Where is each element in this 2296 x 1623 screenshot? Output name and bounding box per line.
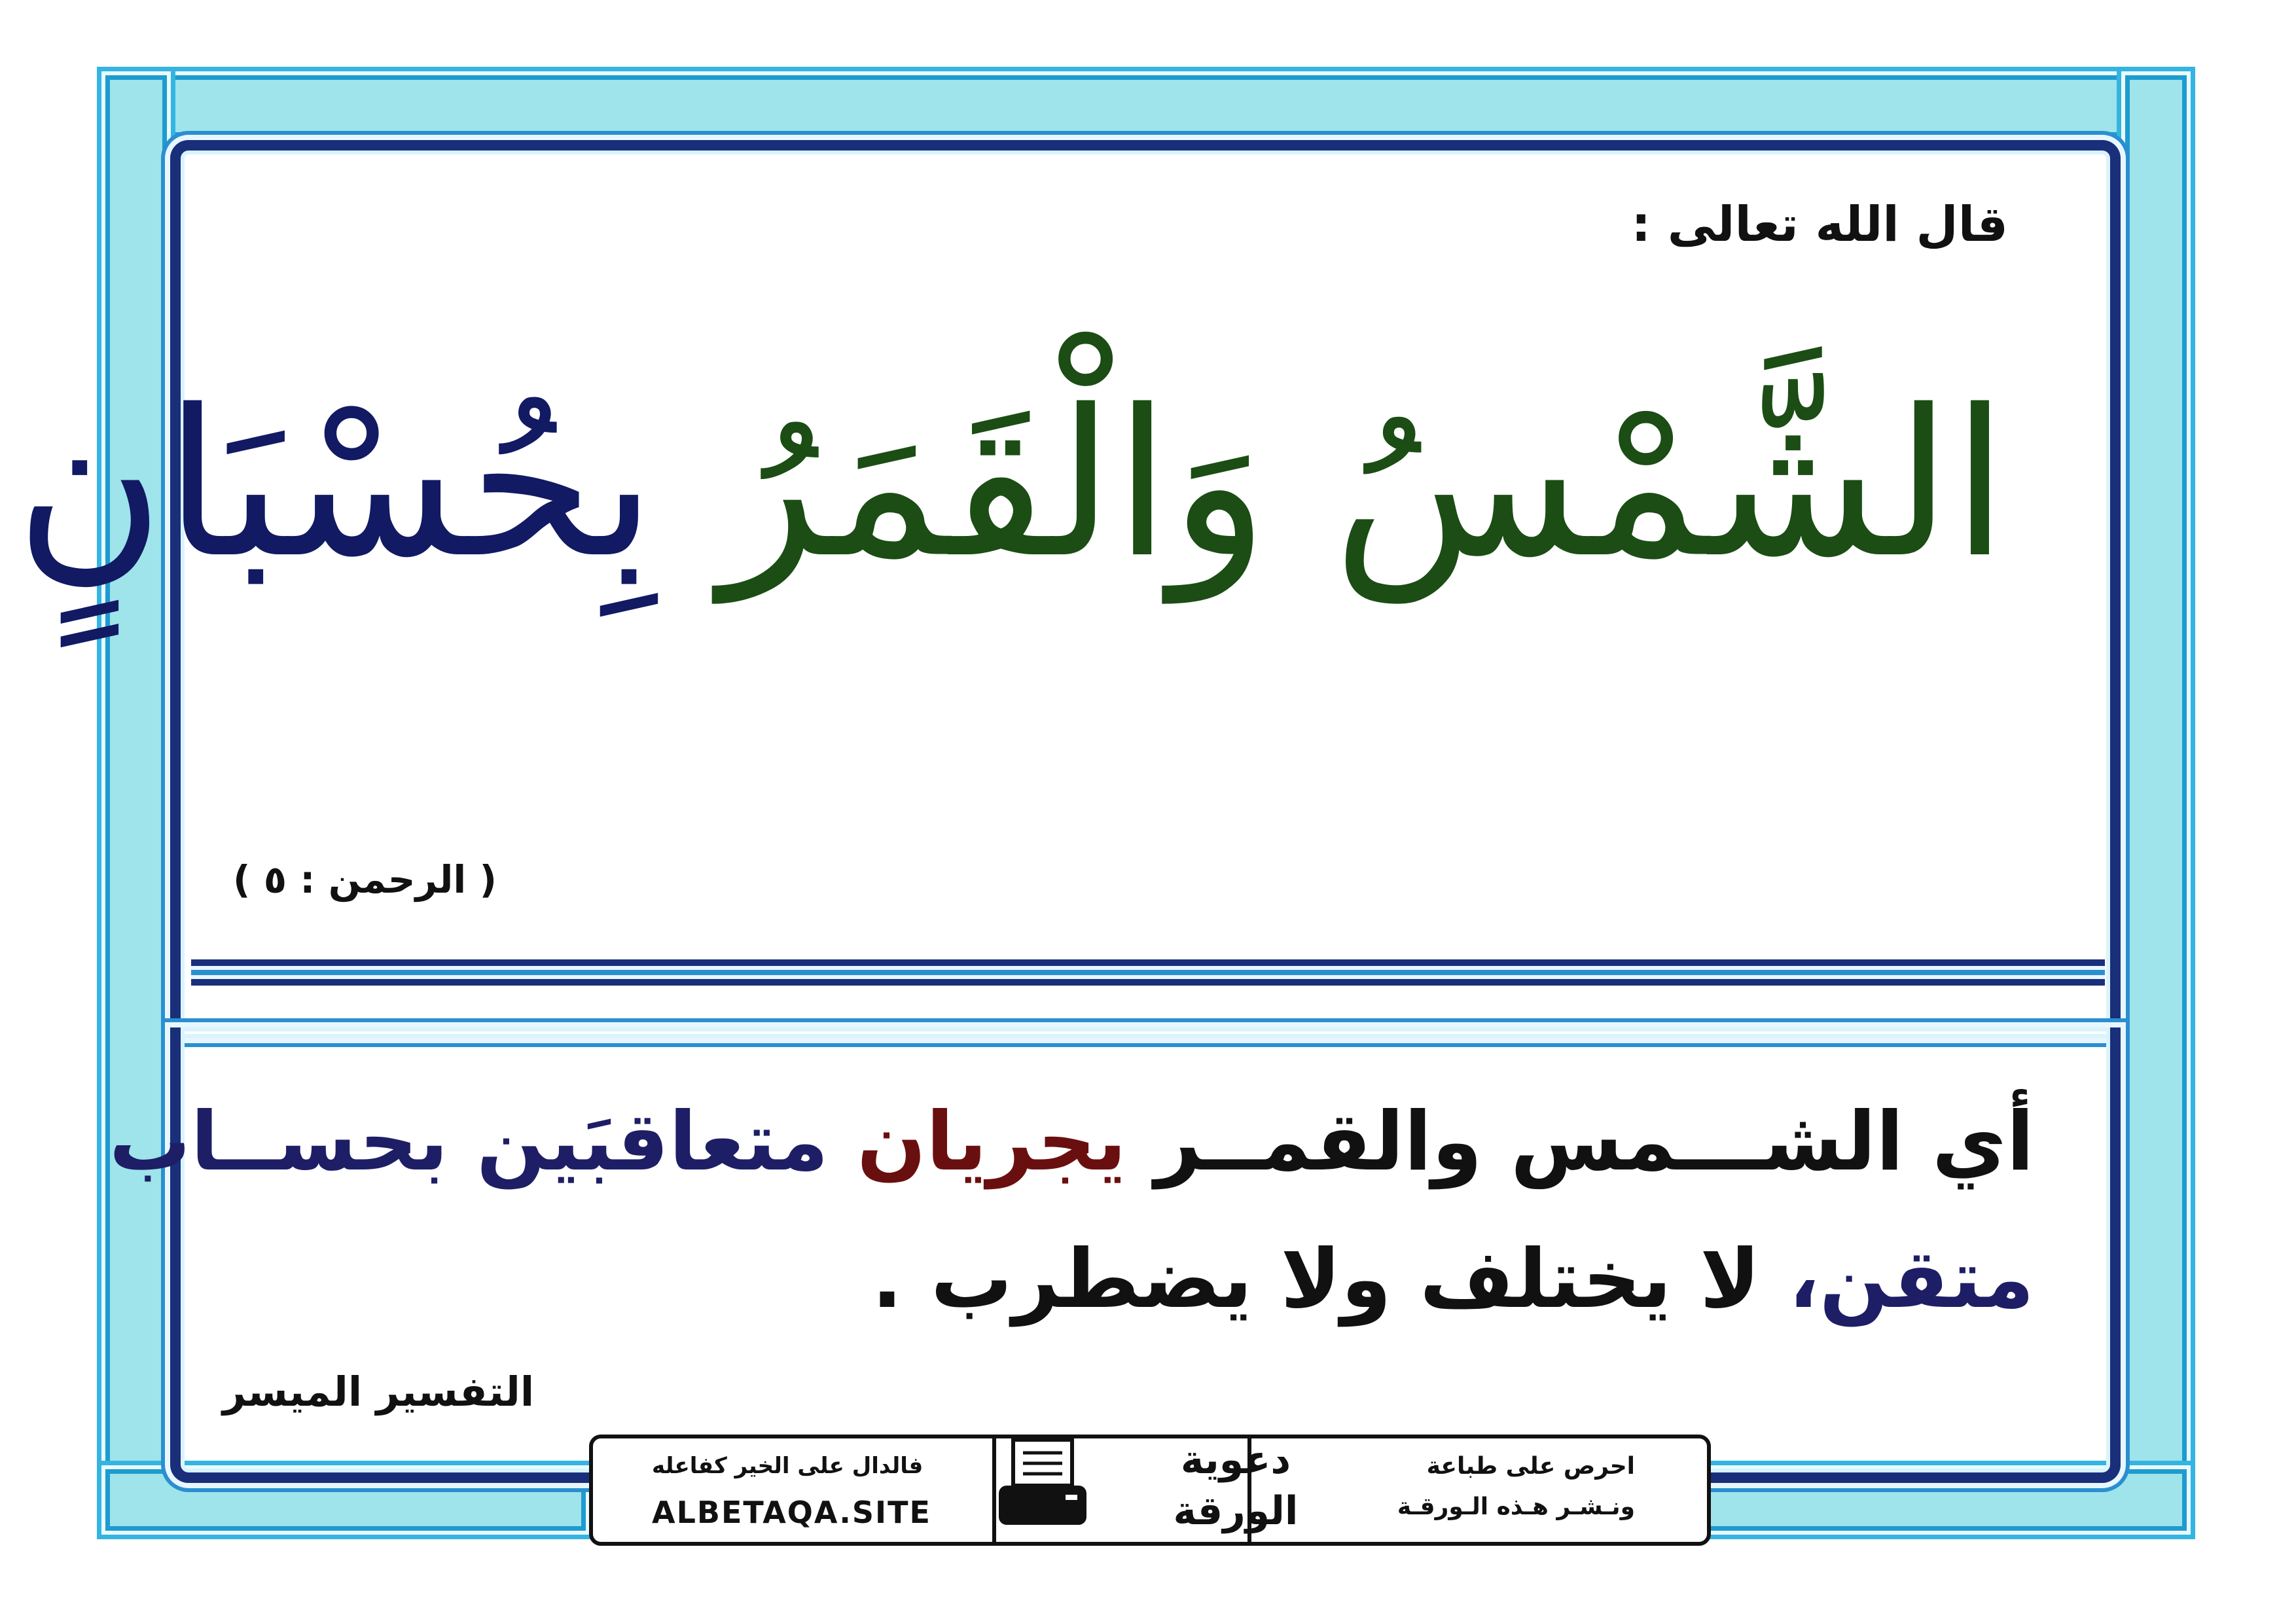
footer-right-line1: احرص على طباعة	[1426, 1453, 1635, 1480]
verse-part-green: الشَّمْسُ وَالْقَمَرُ	[720, 366, 2008, 603]
tafsir-line2	[109, 1211, 2034, 1348]
verse-text	[15, 366, 2008, 603]
albetaqa-logo	[1172, 1435, 1300, 1543]
frame-right	[2117, 67, 2195, 1539]
logo-line1: دعوية	[1180, 1437, 1291, 1483]
logo-line2: الورقة	[1173, 1488, 1299, 1534]
source-label: التفسير الميسر	[223, 1368, 535, 1416]
tafsir-line1-b: يجريان	[857, 1095, 1127, 1189]
section-divider	[191, 959, 2105, 986]
footer-left-line: فالدال على الخير كفاعله	[652, 1453, 924, 1479]
verse-reference: ( الرحمن : ٥ )	[233, 857, 497, 902]
tafsir-line1-c: متعاقبَين بحســاب	[109, 1095, 829, 1189]
intro-text: قال الله تعالى :	[1631, 196, 2008, 253]
tafsir-line2-b: لا يختلف ولا يضطرب .	[871, 1232, 1761, 1327]
tafsir-text	[109, 1073, 2034, 1348]
printer-icon	[994, 1435, 1092, 1533]
footer-ribbon	[589, 1435, 1711, 1546]
frame-top	[97, 67, 2195, 145]
verse-part-blue: بِحُسْبَانٍ	[15, 366, 656, 603]
site-link[interactable]: ALBETAQA.SITE	[652, 1495, 931, 1530]
tafsir-line2-a: متقن،	[1788, 1232, 2034, 1327]
footer-right-line2: ونـشـر هـذه الـورقـة	[1397, 1493, 1635, 1520]
tafsir-line1-a: أي الشـــمس والقمــر	[1155, 1095, 2034, 1189]
